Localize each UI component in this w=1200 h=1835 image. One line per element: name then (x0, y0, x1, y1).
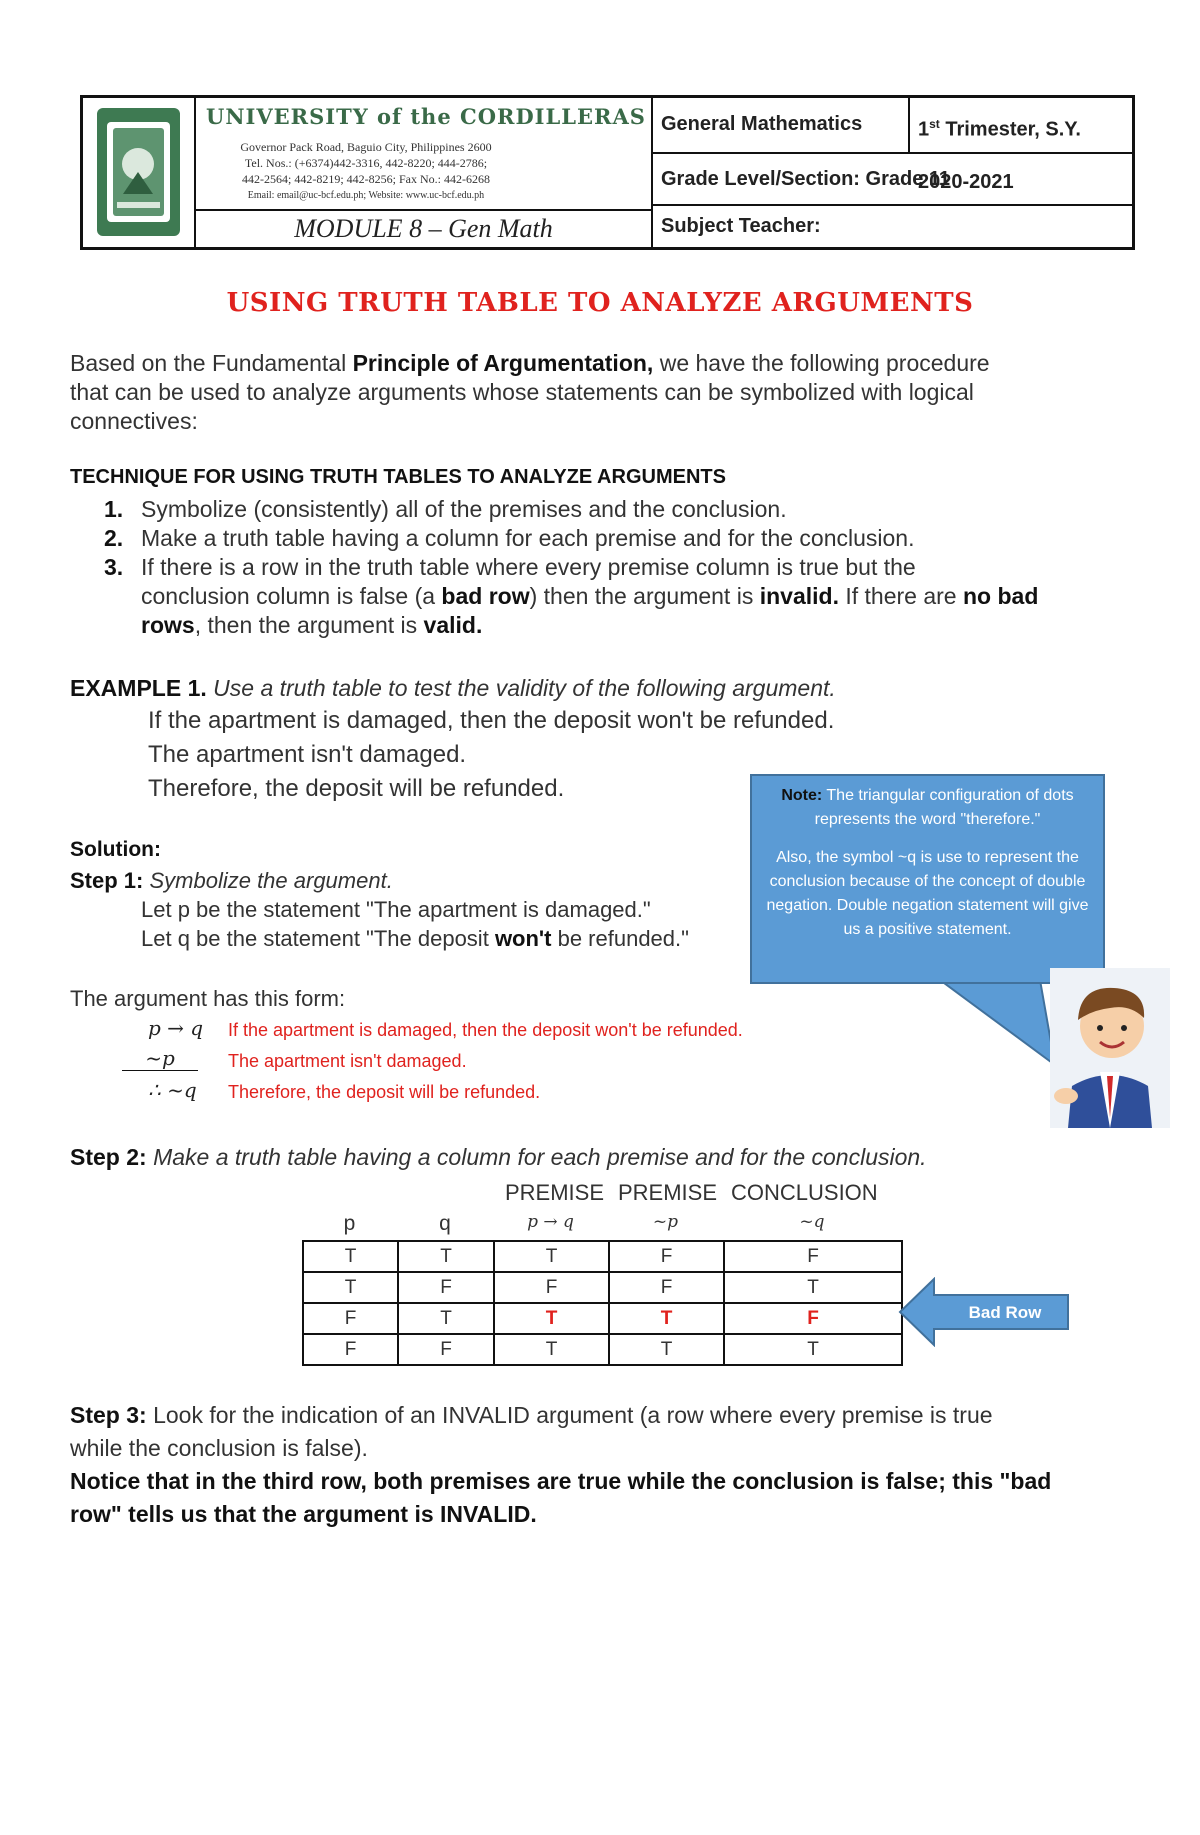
table-cell: T (398, 1241, 494, 1272)
technique-heading: TECHNIQUE FOR USING TRUTH TABLES TO ANALYZE ARGUMENTS (70, 466, 726, 488)
premise-group-1: PREMISE (505, 1180, 605, 1205)
col-header-p: p (343, 1212, 356, 1235)
conclusion-desc: Therefore, the deposit will be refunded. (228, 1082, 541, 1102)
table-row (303, 1334, 902, 1365)
technique-item-3a: If there is a row in the truth table where every premise column is true but the (141, 554, 916, 580)
callout-text: Also, the symbol ~q is use to represent the conclusion because of the concept of double negation. Double negation statement will give us a positive statement. (766, 849, 1089, 938)
note-callout (750, 774, 1105, 984)
page-title: USING TRUTH TABLE TO ANALYZE ARGUMENTS (226, 288, 974, 318)
table-row (303, 1272, 902, 1303)
item-number-2: 2. (104, 525, 124, 551)
table-cell: T (303, 1241, 398, 1272)
technique-item-1: Symbolize (consistently) all of the premises and the conclusion. (141, 496, 787, 522)
premise-1-desc: If the apartment is damaged, then the deposit won't be refunded. (228, 1020, 743, 1040)
tel-line-1: Tel. Nos.: (+6374)442-3316, 442-8220; 444-2786; (244, 156, 488, 170)
table-cell: T (494, 1241, 609, 1272)
table-cell: F (303, 1303, 398, 1334)
table-cell: T (724, 1334, 902, 1365)
bad-row-label: Bad Row (968, 1303, 1042, 1322)
teacher-cell (653, 206, 1132, 247)
intro-line-3: connectives: (70, 408, 198, 434)
table-cell: T (494, 1334, 609, 1365)
step2-line: Step 2: Make a truth table having a column for each premise and for the conclusion. (70, 1144, 927, 1170)
technique-item-3b: conclusion column is false (a bad row) then the argument is invalid. If there are no bad (141, 583, 1039, 609)
argument-line-1: If the apartment is damaged, then the deposit won't be refunded. (148, 707, 835, 734)
email-line: Email: email@uc-bcf.edu.ph; Website: www.uc-bcf.edu.ph (247, 190, 485, 201)
step3-line-2: while the conclusion is false). (70, 1435, 368, 1461)
header-table (80, 95, 1135, 250)
item-number-1: 1. (104, 496, 124, 522)
table-cell: F (398, 1334, 494, 1365)
conclusion-group: CONCLUSION (731, 1180, 878, 1205)
university-logo (83, 98, 196, 247)
table-cell: F (609, 1241, 724, 1272)
grade-cell (653, 154, 1132, 206)
grade-section: Grade Level/Section: Grade 11 (661, 168, 951, 190)
table-cell: T (609, 1334, 724, 1365)
let-q: Let q be the statement "The deposit won't be refunded." (141, 926, 689, 951)
subject: General Mathematics (661, 113, 863, 135)
table-cell: T (494, 1303, 609, 1334)
table-cell: T (303, 1272, 398, 1303)
table-row (303, 1303, 902, 1334)
table-cell: F (609, 1272, 724, 1303)
form-label: The argument has this form: (70, 986, 346, 1011)
let-p: Let p be the statement "The apartment is damaged." (141, 897, 651, 922)
table-cell: T (398, 1303, 494, 1334)
callout-note: Note: The triangular configuration of dots represents the word "therefore." (781, 787, 1074, 828)
symbolic-premise-1: p → q (148, 1016, 204, 1040)
example-heading: EXAMPLE 1. Use a truth table to test the validity of the following argument. (70, 675, 836, 701)
university-info (196, 98, 653, 211)
item-number-3: 3. (104, 554, 124, 580)
table-cell: T (724, 1272, 902, 1303)
truth-table (302, 1240, 903, 1366)
table-row (303, 1241, 902, 1272)
solution-label: Solution: (70, 838, 161, 861)
university-name: UNIVERSITY of the CORDILLERAS (206, 104, 646, 129)
step1-line: Step 1: Symbolize the argument. (70, 868, 393, 893)
table-cell: T (609, 1303, 724, 1334)
col-header-not-p: ~p (652, 1212, 679, 1232)
subject-cell (653, 98, 910, 154)
term-cell (910, 98, 1132, 193)
symbolic-conclusion: ∴ ~q (148, 1078, 197, 1102)
address: Governor Pack Road, Baguio City, Philippines 2600 (240, 140, 492, 154)
col-header-p-implies-q: p → q (527, 1212, 574, 1232)
module-title: MODULE 8 – Gen Math (294, 214, 553, 243)
step3-line-1: Step 3: Look for the indication of an INVALID argument (a row where every premise is true (70, 1402, 993, 1428)
module-cell (196, 211, 653, 247)
symbolic-premise-2: ~p (122, 1046, 198, 1071)
col-header-not-q: ~q (799, 1212, 825, 1232)
step3-bold-1: Notice that in the third row, both premises are true while the conclusion is false; this "bad (70, 1468, 1052, 1494)
argument-line-2: The apartment isn't damaged. (148, 741, 467, 768)
subject-teacher: Subject Teacher: (661, 215, 821, 237)
table-cell: F (494, 1272, 609, 1303)
tel-line-2: 442-2564; 442-8219; 442-8256; Fax No.: 442-6268 (242, 172, 490, 186)
technique-item-3c: rows, then the argument is valid. (141, 612, 483, 638)
term: 1st Trimester, S.Y. 2020-2021 (918, 117, 1081, 193)
teacher-avatar (1050, 968, 1170, 1128)
technique-item-2: Make a truth table having a column for each premise and for the conclusion. (141, 525, 915, 551)
intro-line-2: that can be used to analyze arguments whose statements can be symbolized with logical (70, 379, 974, 405)
table-cell: F (303, 1334, 398, 1365)
intro-line-1: Based on the Fundamental Principle of Argumentation, we have the following procedure (70, 350, 990, 376)
premise-2-desc: The apartment isn't damaged. (228, 1051, 467, 1071)
table-cell: F (724, 1303, 902, 1334)
step3-bold-2: row" tells us that the argument is INVALID. (70, 1501, 537, 1527)
table-cell: F (398, 1272, 494, 1303)
table-cell: F (724, 1241, 902, 1272)
premise-group-2: PREMISE (618, 1180, 718, 1205)
seal-icon (83, 98, 194, 247)
argument-line-3: Therefore, the deposit will be refunded. (148, 775, 565, 802)
col-header-q: q (439, 1212, 451, 1235)
